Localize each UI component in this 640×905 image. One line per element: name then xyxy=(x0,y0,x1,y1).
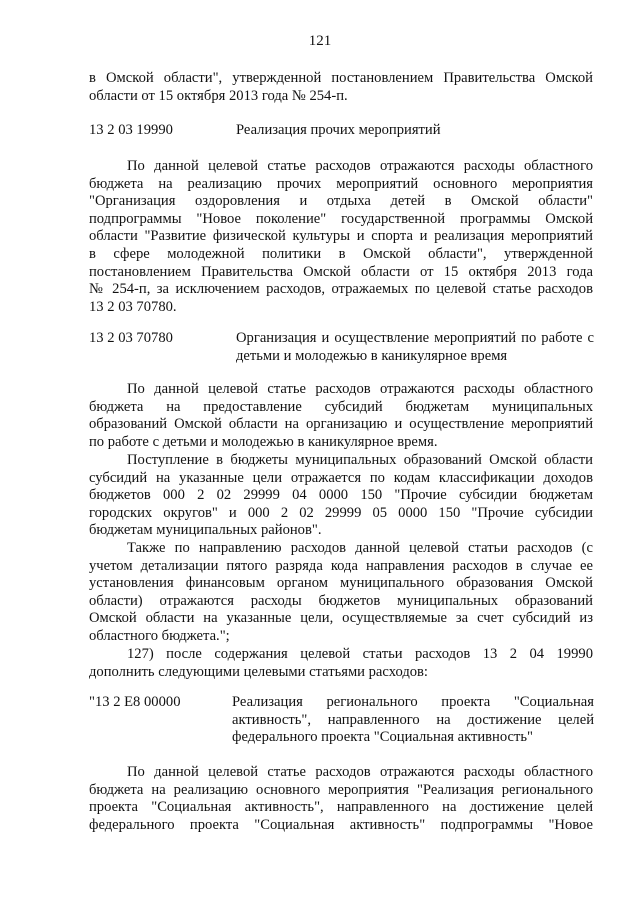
text-line: бюджетам муниципальных районов". xyxy=(89,522,322,539)
text-line: По данной целевой статье расходов отражаются расходы областного xyxy=(127,381,593,397)
text-line: бюджета на реализацию прочих мероприятий основного мероприятия xyxy=(89,175,593,192)
article-body xyxy=(89,381,593,451)
text-line: Омской области на указанные цели, осуществляемые за счет субсидий из xyxy=(89,610,593,627)
text-line: По данной целевой статье расходов отражаются расходы областного xyxy=(127,764,593,780)
article-code: 13 2 03 70780 xyxy=(89,330,173,346)
article-body xyxy=(89,452,593,540)
article-body xyxy=(89,646,593,681)
text-line: в Омской области", утвержденной постановлением Правительства Омской xyxy=(89,70,593,86)
article-title: Реализация прочих мероприятий xyxy=(236,122,441,138)
text-line: области "Развитие физической культуры и спорта и реализация мероприятий xyxy=(89,228,593,245)
article-code: 13 2 03 19990 xyxy=(89,122,173,138)
text-line: Также по направлению расходов данной целевой статьи расходов (с xyxy=(127,540,593,556)
text-line: бюджетов 000 2 02 29999 04 0000 150 "Прочие субсидии бюджетам xyxy=(89,487,593,504)
text-line: По данной целевой статье расходов отражаются расходы областного xyxy=(127,158,593,174)
text-line: "Организация оздоровления и отдыха детей в Омской области" xyxy=(89,193,593,210)
text-line: подпрограммы "Новое поколение" государственной программы Омской xyxy=(89,210,593,227)
text-line: 13 2 03 70780. xyxy=(89,298,177,315)
text-line: в сфере молодежной политики в Омской области", утвержденной xyxy=(89,245,593,262)
article-body xyxy=(89,158,593,316)
text-line: 127) после содержания целевой статьи расходов 13 2 04 19990 xyxy=(127,646,593,662)
article-title: Организация и осуществление мероприятий по работе с детьми и молодежью в каникулярное время xyxy=(236,330,594,364)
text-line: образований Омской области на организацию и осуществление мероприятий xyxy=(89,416,593,433)
article-body xyxy=(89,540,593,646)
text-line: областного бюджета."; xyxy=(89,627,230,644)
text-line: области) отражаются расходы бюджетов муниципальных образований xyxy=(89,592,593,609)
text-line: постановлением Правительства Омской области от 15 октября 2013 года xyxy=(89,263,593,280)
text-line: № 254-п, за исключением расходов, отражаемых по целевой статье расходов xyxy=(89,281,593,298)
text-line: бюджета на реализацию основного мероприятия "Реализация регионального xyxy=(89,781,593,798)
text-line: дополнить следующими целевыми статьями расходов: xyxy=(89,663,428,680)
text-line: по работе с детьми и молодежью в каникулярное время. xyxy=(89,433,438,450)
text-line: бюджета на предоставление субсидий бюджетам муниципальных xyxy=(89,398,593,415)
article-code: "13 2 E8 00000 xyxy=(89,694,181,710)
article-body xyxy=(89,764,593,834)
text-line: Поступление в бюджеты муниципальных образований Омской области xyxy=(127,452,593,468)
page-number: 121 xyxy=(308,33,332,49)
text-line: установления финансовым органом муниципального образования Омской xyxy=(89,575,593,592)
intro-paragraph xyxy=(89,70,593,105)
text-line: федерального проекта "Социальная активность" подпрограммы "Новое xyxy=(89,816,593,833)
text-line: области от 15 октября 2013 года № 254-п. xyxy=(89,87,348,104)
article-title: Реализация регионального проекта "Социальная активность", направленного на достижение целей федерального проекта "Социальная активность" xyxy=(232,694,594,746)
text-line: учетом детализации пятого разряда кода направления расходов в случае ее xyxy=(89,557,593,574)
text-line: субсидий на указанные цели отражается по кодам классификации доходов xyxy=(89,469,593,486)
text-line: городских округов" и 000 2 02 29999 05 0000 150 "Прочие субсидии xyxy=(89,504,593,521)
text-line: проекта "Социальная активность", направленного на достижение целей xyxy=(89,799,593,816)
